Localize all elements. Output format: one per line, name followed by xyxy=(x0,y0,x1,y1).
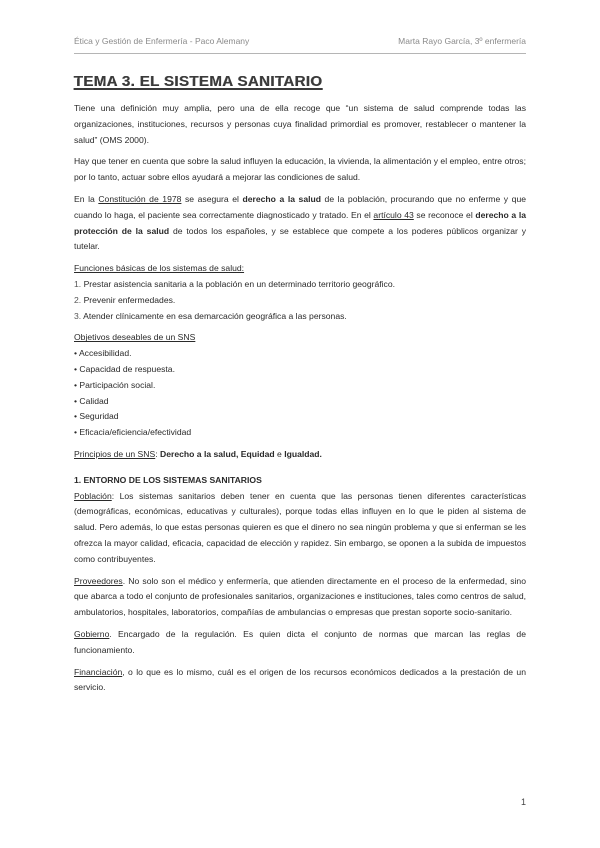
bullet-icon: • xyxy=(74,379,78,390)
right-to-protection: derecho a la protección de la salud xyxy=(74,209,526,236)
list-item: • Accesibilidad. xyxy=(74,348,132,359)
article-43-link: artículo 43 xyxy=(373,209,414,220)
bullet-icon: • xyxy=(74,427,78,438)
principles-label: Principios de un SNS xyxy=(74,448,156,459)
functions-list xyxy=(74,277,526,324)
objectives-list xyxy=(74,346,526,441)
poblacion-label: Población xyxy=(74,490,112,501)
bullet-icon: • xyxy=(74,395,78,406)
bullet-icon: • xyxy=(74,348,78,359)
principles-paragraph: Principios de un SNS: Derecho a la salud, Equidad e Igualdad. xyxy=(74,448,322,459)
functions-heading: Funciones básicas de los sistemas de salud: xyxy=(74,263,245,274)
document-body xyxy=(74,72,526,702)
bullet-icon: • xyxy=(74,363,78,374)
bullet-icon: • xyxy=(74,411,78,422)
constitution-link: Constitución de 1978 xyxy=(98,193,182,204)
header-divider xyxy=(74,53,526,54)
list-item: 3. Atender clínicamente en esa demarcación geográfica a las personas. xyxy=(74,310,347,321)
page-title: TEMA 3. EL SISTEMA SANITARIO xyxy=(74,73,323,90)
header-author: Marta Rayo García, 3º enfermería xyxy=(398,36,526,46)
list-item: • Seguridad xyxy=(74,411,119,422)
header-course: Ética y Gestión de Enfermería - Paco Alemany xyxy=(74,36,250,46)
list-item: • Participación social. xyxy=(74,379,156,390)
poblacion-paragraph: Población: Los sistemas sanitarios deben tener en cuenta que las personas tienen diferentes características (demográficas, económicas, educativas y culturales), porque todas ellas influyen en lo que le piden al sistema de salud. Pero además, lo que estas personas quieren es que el dinero no sea ningún problema y que si enferman se les ofrezca la mayor calidad, eficacia, capacidad de elección y rapidez. Sin embargo, se oponen a la subida de impuestos como contribuyentes. xyxy=(74,490,526,564)
financiacion-label: Financiación xyxy=(74,666,123,677)
determinants-paragraph: Hay que tener en cuenta que sobre la salud influyen la educación, la vivienda, la alimentación y el empleo, entre otros; por lo tanto, actuar sobre ellos ayudará a mejorar las condiciones de salud. xyxy=(74,156,526,183)
objectives-heading: Objetivos deseables de un SNS xyxy=(74,332,196,343)
list-item: • Capacidad de respuesta. xyxy=(74,363,175,374)
financiacion-paragraph: Financiación, o lo que es lo mismo, cuál es el origen de los recursos económicos dedicados a la prestación de un servicio. xyxy=(74,666,526,693)
gobierno-label: Gobierno xyxy=(74,628,110,639)
proveedores-paragraph: Proveedores. No solo son el médico y enfermería, que atienden directamente en el proceso de la enfermedad, sino que abarca a todo el conjunto de profesionales sanitarios, organizaciones e instituciones, tales como centros de salud, ambulatorios, hospitales, laboratorios, compañías de ambulancias o empresas que prestan soporte socio-sanitario. xyxy=(74,575,526,618)
list-item: 1. Prestar asistencia sanitaria a la población en un determinado territorio geográfico. xyxy=(74,278,396,289)
section-heading: 1. ENTORNO DE LOS SISTEMAS SANITARIOS xyxy=(74,474,262,485)
page-header xyxy=(74,36,526,46)
gobierno-paragraph: Gobierno. Encargado de la regulación. Es quien dicta el conjunto de normas que marcan las reglas de funcionamiento. xyxy=(74,628,526,655)
right-to-health: derecho a la salud xyxy=(242,193,321,204)
list-item: • Calidad xyxy=(74,395,109,406)
list-item: • Eficacia/eficiencia/efectividad xyxy=(74,427,192,438)
proveedores-label: Proveedores xyxy=(74,575,123,586)
list-item: 2. Prevenir enfermedades. xyxy=(74,294,176,305)
intro-paragraph: Tiene una definición muy amplia, pero una de ella recoge que “un sistema de salud comprende todas las organizaciones, instituciones, recursos y personas cuya finalidad primordial es promover, restablecer o mantener la salud” (OMS 2000). xyxy=(74,103,526,145)
constitution-paragraph: En la Constitución de 1978 se asegura el derecho a la salud de la población, procurando que no enferme y que cuando lo haga, el paciente sea correctamente diagnosticado y tratado. En el artículo 43 se reconoce el derecho a la protección de la salud de todos los españoles, y se establece que compete a los poderes públicos organizar y tutelar. xyxy=(74,193,527,252)
page-number: 1 xyxy=(520,797,526,807)
